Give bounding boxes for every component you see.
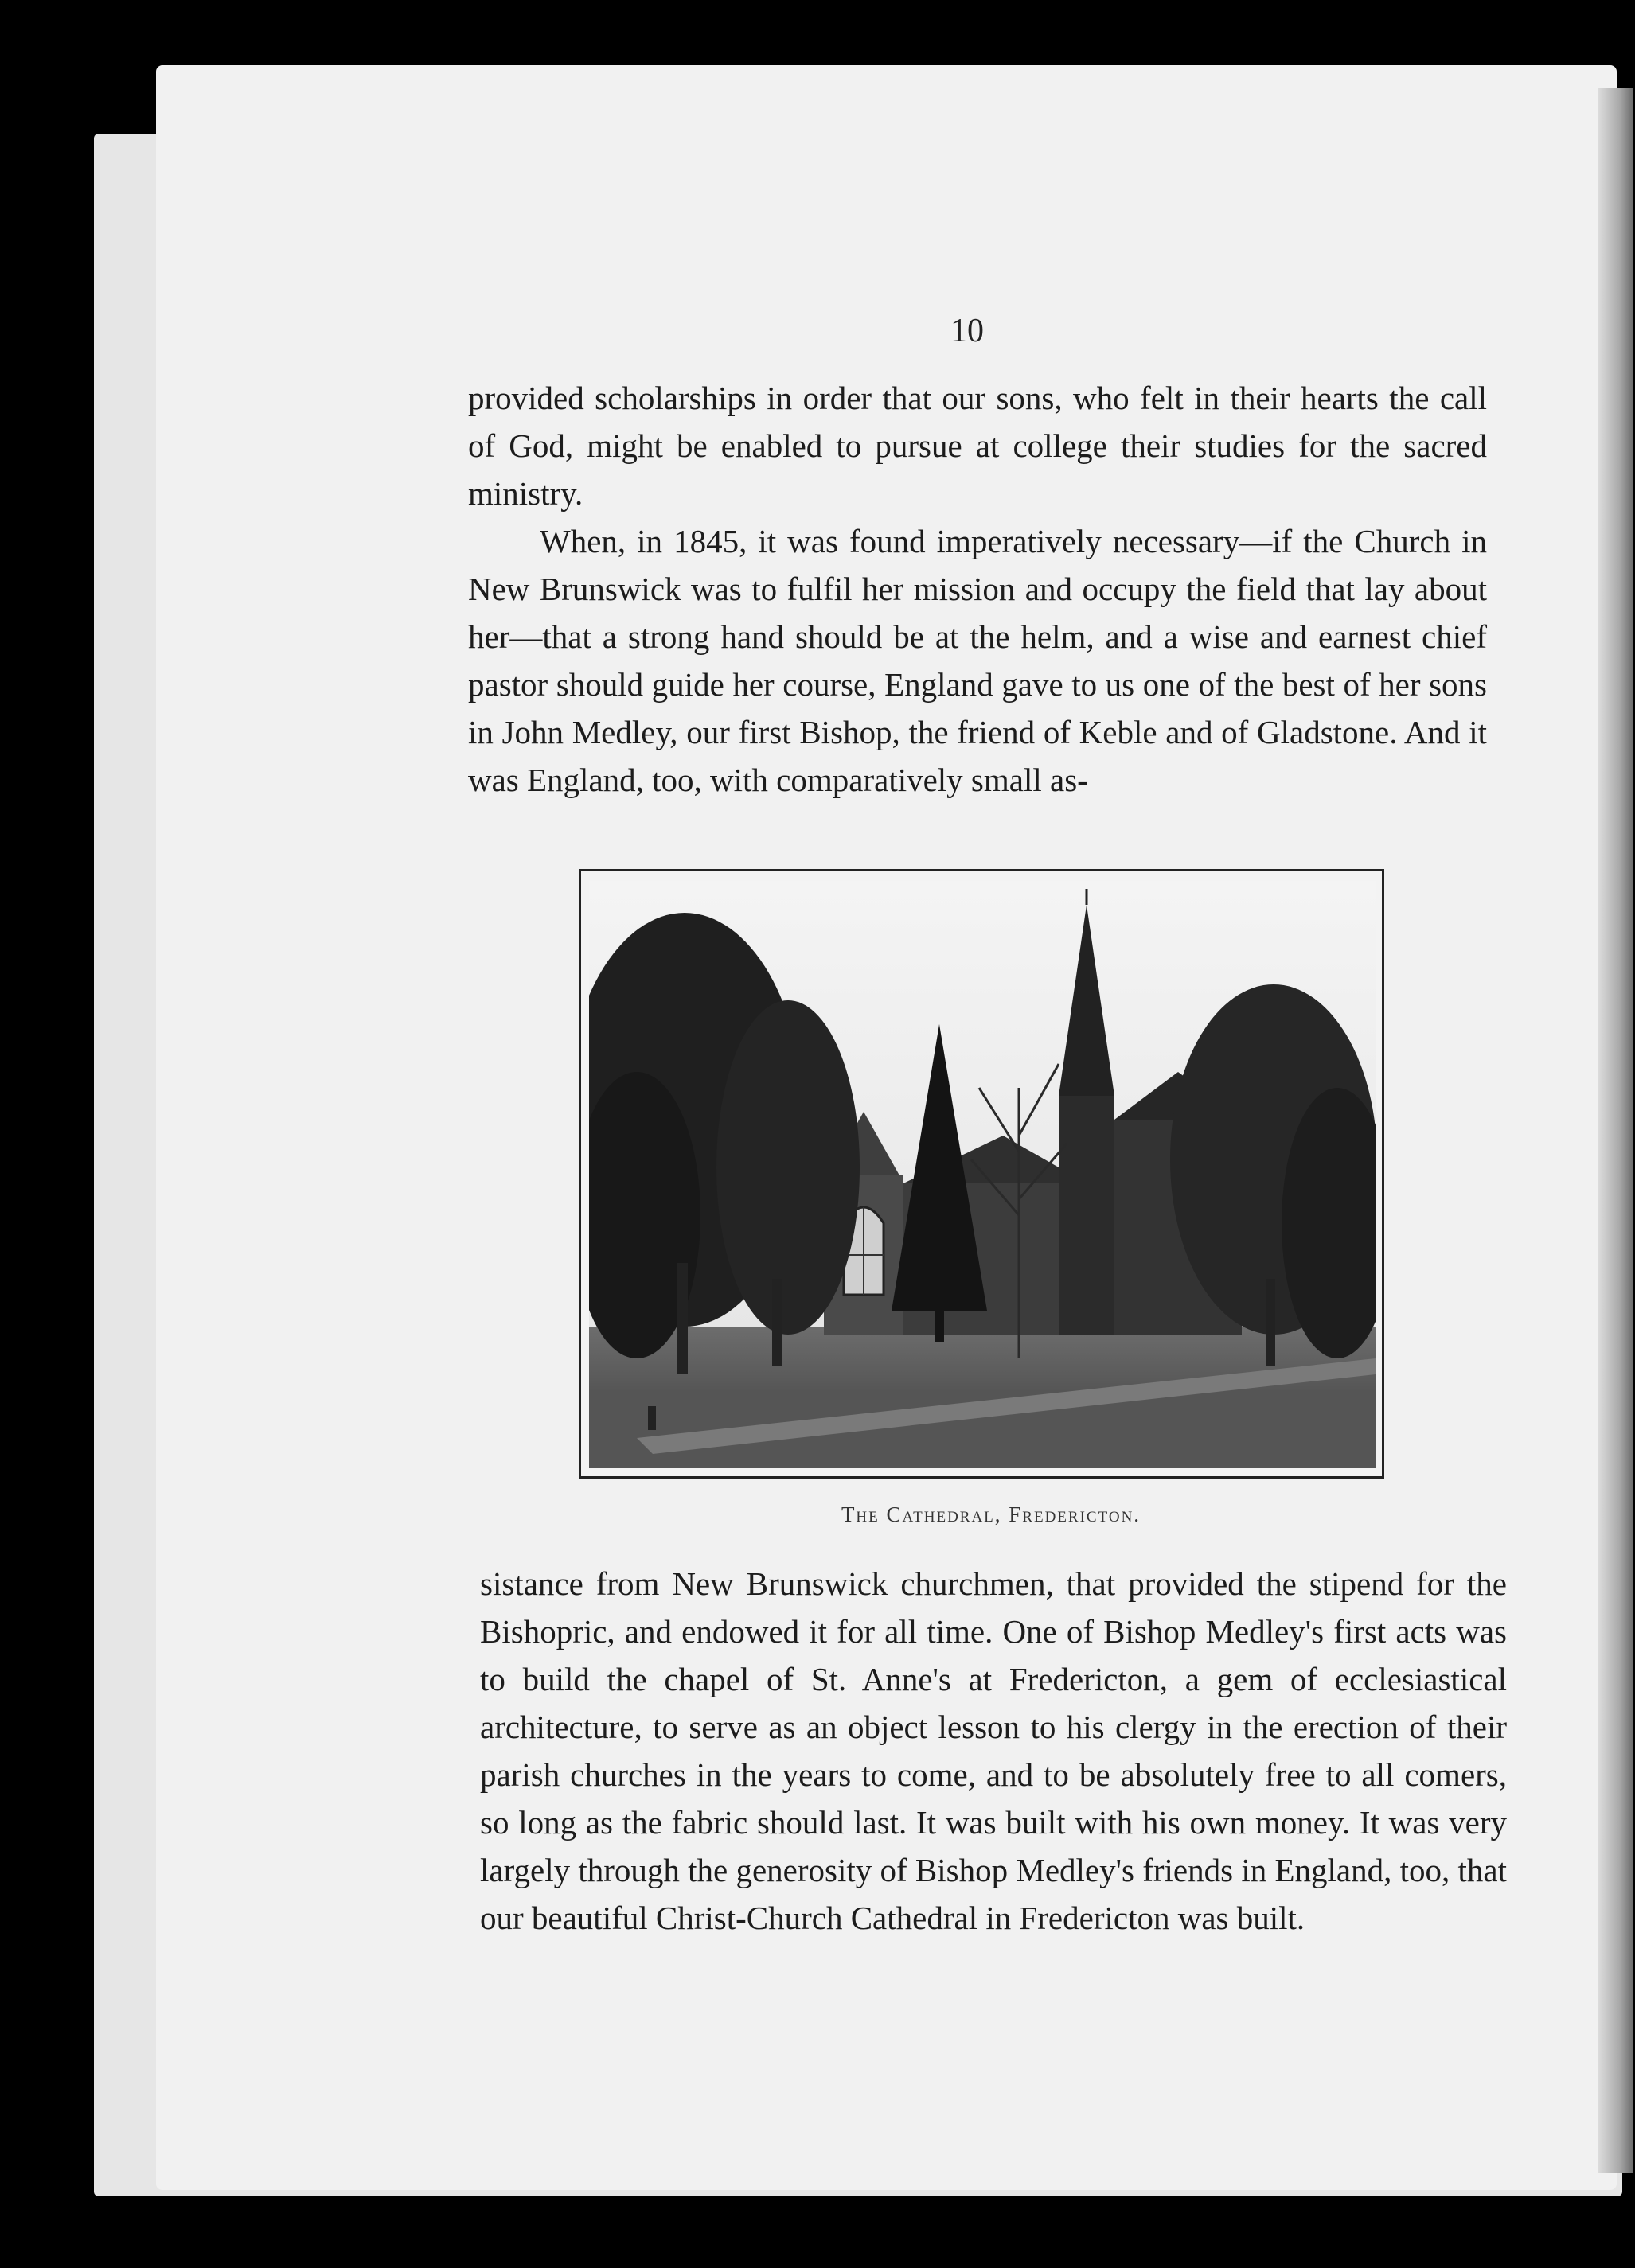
paragraph-1: provided scholarships in order that our sons, who felt in their hearts the call of God, might be enabled to pursue at college their studies for the sacred ministry. (468, 380, 1487, 512)
paragraph-2: When, in 1845, it was found imperatively necessary—if the Church in New Brunswick was to fulfil her mission and occupy the field that lay about her—that a strong hand should be at the helm, and a wise and earnest chief pastor should guide her course, England gave to us one of the best of her sons in John Medley, our first Bishop, the friend of Keble and of Gladstone. And it was England, too, with comparatively small as- (468, 523, 1487, 798)
paragraph-3: sistance from New Brunswick churchmen, that provided the stipend for the Bishopric, and endowed it for all time. One of Bishop Medley's first acts was to build the chapel of St. Anne's at Fredericton, a gem of ecclesiastical architecture, to serve as an object lesson to his clergy in the erection of their parish churches in the years to come, and to be absolutely free to all comers, so long as the fabric should last. It was built with his own money. It was very largely through the generosity of Bishop Medley's friends in England, too, that our beautiful Christ-Church Cathedral in Fredericton was built. (480, 1565, 1507, 1936)
cathedral-photograph (579, 869, 1384, 1479)
cathedral-illustration (589, 881, 1376, 1468)
text-block-top (468, 374, 1487, 804)
page-number: 10 (950, 313, 984, 349)
figure-caption: The Cathedral, Fredericton. (841, 1502, 1141, 1526)
